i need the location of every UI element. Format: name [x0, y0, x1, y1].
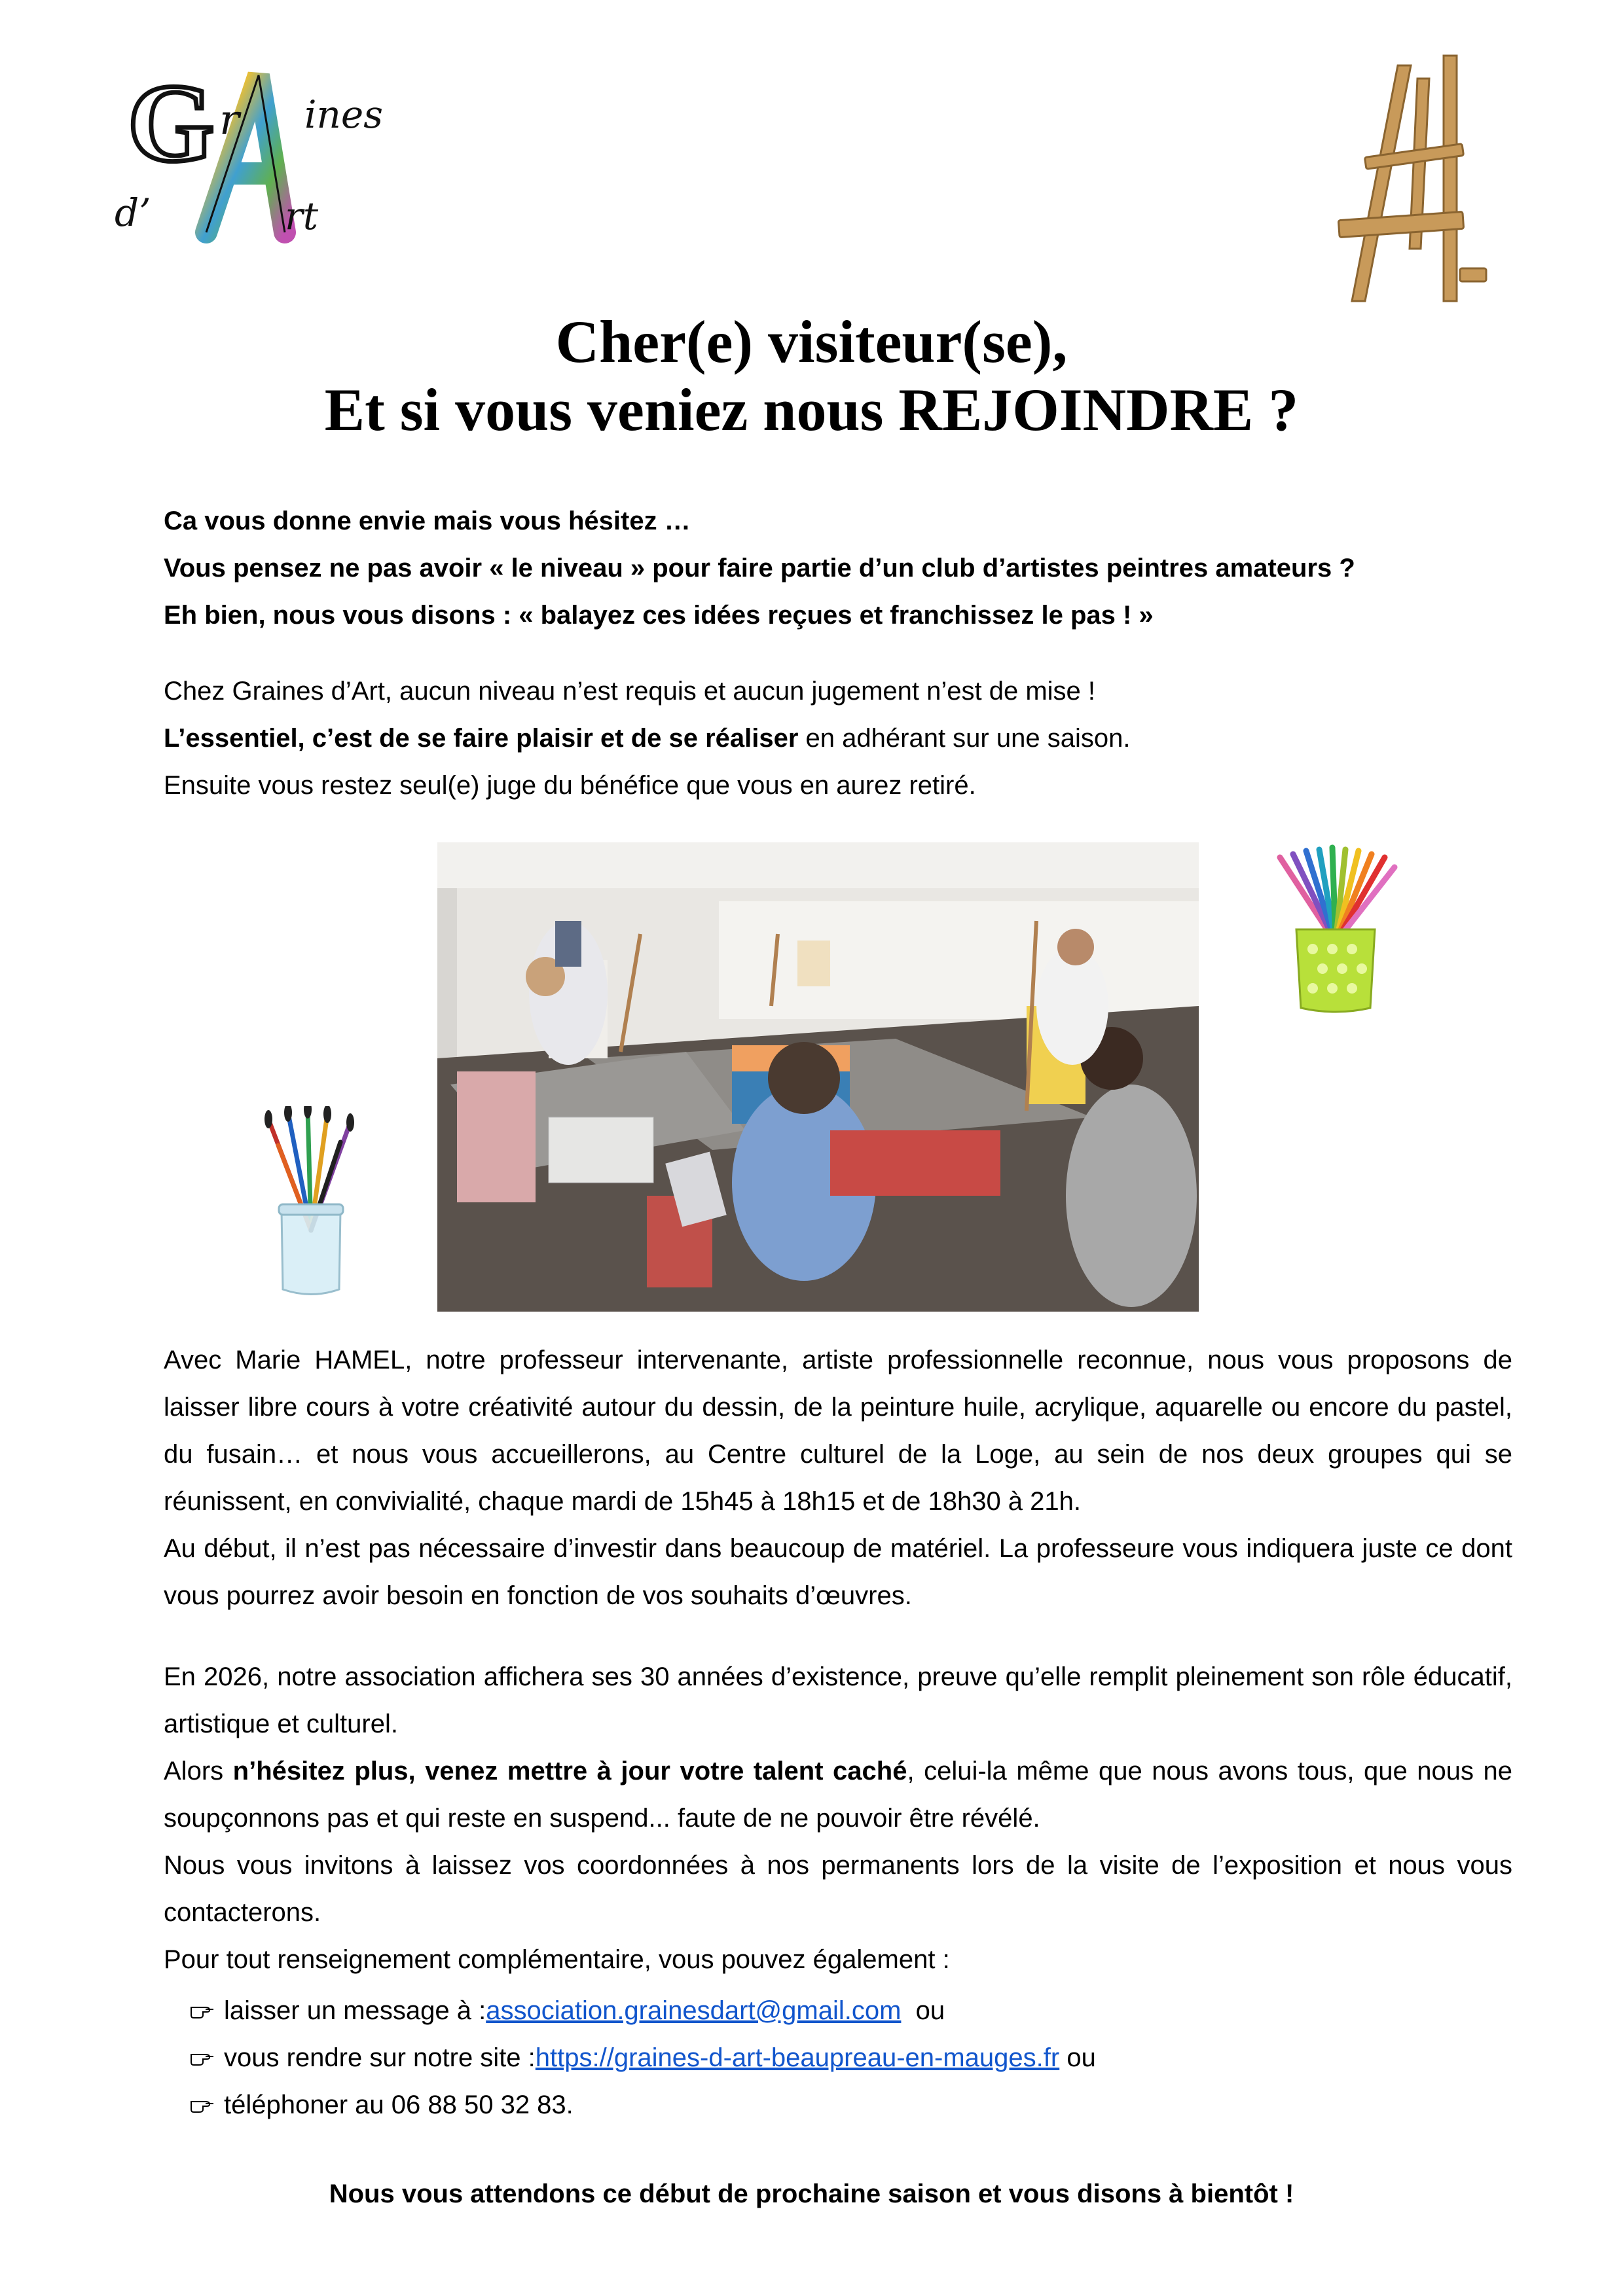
website-suffix: ou	[1059, 2043, 1096, 2072]
welcome-line: Ensuite vous restez seul(e) juge du bénéfice que vous en aurez retiré.	[164, 771, 976, 800]
welcome-line	[164, 715, 1512, 762]
welcome-block	[164, 668, 1512, 809]
invitation-emphasis: n’hésitez plus, venez mettre à jour votre talent caché	[232, 1757, 907, 1785]
intro-line: Ca vous donne envie mais vous hésitez …	[164, 507, 691, 535]
welcome-line-rest: en adhérant sur une saison.	[798, 724, 1131, 753]
pointing-hand-icon	[190, 2049, 215, 2066]
svg-text:d’: d’	[115, 190, 151, 235]
paragraph-materials: Au début, il n’est pas nécessaire d’investir dans beaucoup de matériel. La professeure vous indiquera juste ce dont vous pourrez avoir besoin en fonction de vos souhaits d’œuvres.	[164, 1534, 1512, 1610]
intro-block	[164, 497, 1512, 639]
paragraph-more-info: Pour tout renseignement complémentaire, vous pouvez également :	[164, 1945, 950, 1974]
phone-text: téléphoner au 06 88 50 32 83.	[224, 2090, 574, 2119]
svg-text:G: G	[128, 62, 215, 185]
svg-text:ines: ines	[304, 92, 383, 137]
paragraph-contact-details: Nous vous invitons à laissez vos coordonnées à nos permanents lors de la visite de l’exposition et nous vous contacterons.	[164, 1851, 1512, 1927]
paragraph-anniversary: En 2026, notre association affichera ses 30 années d’existence, preuve qu’elle remplit pleinement son rôle éducatif, artistique et culturel.	[164, 1662, 1512, 1738]
welcome-emphasis: L’essentiel, c’est de se faire plaisir et de se réaliser	[164, 724, 799, 753]
contact-list	[190, 1987, 1096, 2128]
intro-line: Eh bien, nous vous disons : « balayez ces idées reçues et franchissez le pas ! »	[164, 601, 1154, 630]
paragraph-teacher: Avec Marie HAMEL, notre professeur intervenante, artiste professionnelle reconnue, nous vous proposons de laisser libre cours à votre créativité autour du dessin, de la peinture huile, acrylique, aquarelle ou encore du pastel, du fusain… et nous vous accueillerons, au Centre culturel de la Loge, au sein de nos deux groupes qui se réunissent, en convivialité, chaque mardi de 15h45 à 18h15 et de 18h30 à 21h.	[164, 1346, 1512, 1516]
title-line-1: Cher(e) visiteur(se),	[555, 308, 1068, 375]
svg-text:r: r	[219, 96, 240, 145]
graines-dart-logo	[108, 62, 409, 252]
email-suffix: ou	[901, 1996, 945, 2025]
association-text-block	[164, 1653, 1512, 1983]
page-title	[0, 308, 1623, 444]
email-link[interactable]: association.grainesdart@gmail.com	[486, 1996, 902, 2025]
pointing-hand-icon	[190, 2096, 215, 2113]
contact-item-email	[190, 1987, 1096, 2034]
intro-line: Vous pensez ne pas avoir « le niveau » pour faire partie d’un club d’artistes peintres amateurs ?	[164, 554, 1355, 583]
main-text-block	[164, 1336, 1512, 1619]
welcome-line: Chez Graines d’Art, aucun niveau n’est requis et aucun jugement n’est de mise !	[164, 677, 1096, 706]
email-label: laisser un message à :	[224, 1996, 486, 2025]
invitation-rest: , celui-la même que nous avons tous, que nous ne soupçonnons pas et qui reste en suspend... faute de ne pouvoir être révélé.	[164, 1757, 1512, 1833]
paragraph-invitation	[164, 1748, 1512, 1842]
pointing-hand-icon	[190, 2002, 215, 2019]
easel-icon	[1326, 52, 1489, 308]
svg-text:rt: rt	[285, 194, 319, 238]
website-label: vous rendre sur notre site :	[224, 2043, 536, 2072]
website-link[interactable]: https://graines-d-art-beaupreau-en-mauges.fr	[535, 2043, 1060, 2072]
contact-item-phone	[190, 2081, 1096, 2128]
pencil-cup-icon	[1267, 844, 1404, 1021]
title-line-2: Et si vous veniez nous REJOINDRE ?	[324, 376, 1299, 443]
invitation-start: Alors	[164, 1757, 233, 1785]
contact-item-website	[190, 2034, 1096, 2081]
closing-line: Nous vous attendons ce début de prochaine saison et vous disons à bientôt !	[329, 2179, 1294, 2208]
brush-jar-icon	[255, 1106, 367, 1302]
workshop-photo	[437, 842, 1199, 1312]
